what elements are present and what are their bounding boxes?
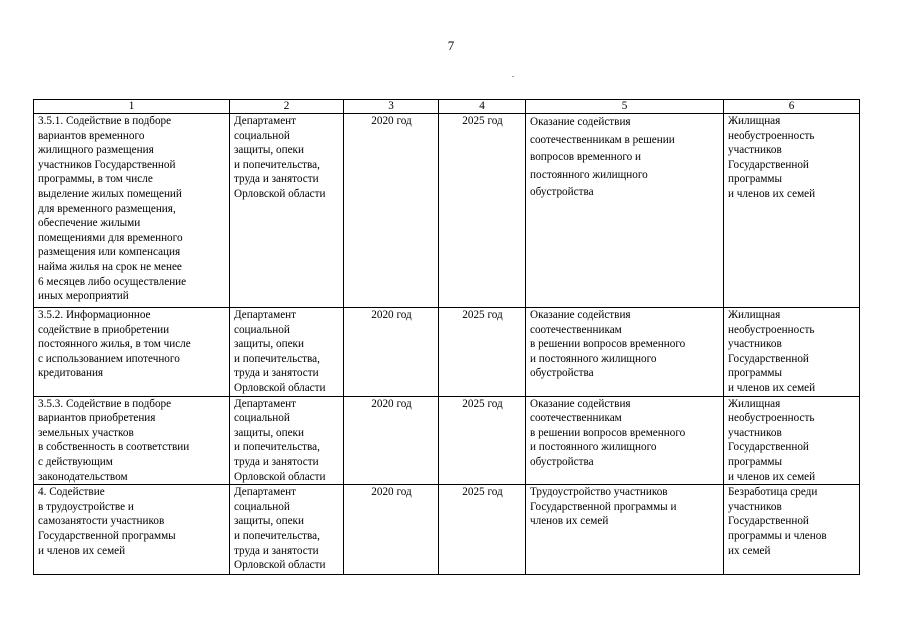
table-row <box>34 114 860 308</box>
cell-text-line: Безработица среди <box>728 486 818 499</box>
table-cell-6 <box>724 308 860 397</box>
cell-text-line: программы <box>728 455 782 468</box>
table-cell-5 <box>526 485 724 575</box>
table-cell-6 <box>724 485 860 575</box>
column-header: 1 <box>34 100 230 114</box>
cell-text-line: труда и занятости <box>234 455 319 468</box>
cell-text-line: Государственной программы и <box>530 500 677 513</box>
cell-text-line: и членов их семей <box>728 187 816 200</box>
cell-text-line: Государственной <box>728 352 809 365</box>
cell-text-line: их семей <box>728 544 771 557</box>
column-header: 6 <box>724 100 860 114</box>
cell-text-line: соотечественникам в решении <box>530 133 675 146</box>
table-row <box>34 396 860 485</box>
cell-text-line: социальной <box>234 323 290 336</box>
cell-text-line: социальной <box>234 412 290 425</box>
table-cell-3: 2020 год <box>344 114 439 308</box>
cell-text-line: Государственной <box>728 158 809 171</box>
cell-text-line: и членов их семей <box>38 544 126 557</box>
cell-text-line: в решении вопросов временного <box>530 426 686 439</box>
table-row <box>34 308 860 397</box>
cell-text-line: и постоянного жилищного <box>530 441 657 454</box>
cell-text-line: Жилищная <box>728 115 781 127</box>
table-cell-3: 2020 год <box>344 308 439 397</box>
cell-text-line: участников <box>728 426 782 439</box>
cell-text-line: Государственной программы <box>38 529 176 542</box>
cell-text-line: программы <box>728 173 782 186</box>
cell-text-line: защиты, опеки <box>234 426 304 439</box>
cell-text-line: труда и занятости <box>234 544 319 557</box>
table-cell-6 <box>724 114 860 308</box>
cell-text-line: самозанятости участников <box>38 515 165 528</box>
cell-text-line: Департамент <box>234 115 297 127</box>
cell-text-line: и попечительства, <box>234 158 320 171</box>
cell-text-line: постоянного жилья, в том числе <box>38 338 191 351</box>
cell-text-line: соотечественникам <box>530 323 622 336</box>
cell-text-line: необустроенность <box>728 323 815 336</box>
cell-text-line: найма жилья на срок не менее <box>38 260 182 273</box>
table-row <box>34 485 860 575</box>
cell-text-line: обустройства <box>530 455 594 468</box>
cell-text-line: иных мероприятий <box>38 290 129 303</box>
cell-text-line: и попечительства, <box>234 441 320 454</box>
cell-text-line: вариантов приобретения <box>38 412 156 425</box>
table-cell-5 <box>526 396 724 485</box>
cell-text-line: социальной <box>234 500 290 513</box>
cell-text-line: 4. Содействие <box>38 486 105 499</box>
cell-text-line: помещениями для временного <box>38 231 183 244</box>
cell-text-line: и попечительства, <box>234 352 320 365</box>
cell-text-line: содействие в приобретении <box>38 323 170 336</box>
cell-text-line: в трудоустройстве и <box>38 500 134 513</box>
cell-text-line: защиты, опеки <box>234 144 304 157</box>
cell-text-line: участников <box>728 500 782 513</box>
column-header: 4 <box>439 100 526 114</box>
cell-text-line: с использованием ипотечного <box>38 352 180 365</box>
cell-text-line: Государственной <box>728 441 809 454</box>
cell-text-line: программы и членов <box>728 529 827 542</box>
cell-text-line: членов их семей <box>530 515 609 528</box>
cell-text-line: Департамент <box>234 397 297 410</box>
cell-text-line: размещения или компенсация <box>38 246 181 259</box>
cell-text-line: и членов их семей <box>728 470 816 483</box>
cell-text-line: Орловской области <box>234 559 326 572</box>
cell-text-line: жилищного размещения <box>38 144 154 157</box>
table-cell-1 <box>34 485 230 575</box>
cell-text-line: вопросов временного и <box>530 151 642 163</box>
table-cell-2 <box>230 485 344 575</box>
table-header-row <box>34 100 860 114</box>
cell-text-line: соотечественникам <box>530 412 622 425</box>
table-cell-2 <box>230 114 344 308</box>
cell-text-line: обустройства <box>530 186 594 198</box>
cell-text-line: постоянного жилищного <box>530 168 648 181</box>
cell-text-line: кредитования <box>38 367 104 380</box>
table-cell-1 <box>34 396 230 485</box>
cell-text-line: Жилищная <box>728 309 781 321</box>
cell-text-line: защиты, опеки <box>234 338 304 351</box>
cell-text-line: Орловской области <box>234 381 326 394</box>
cell-text-line: программы, в том числе <box>38 173 153 186</box>
table-cell-4: 2025 год <box>439 485 526 575</box>
cell-text-line: в решении вопросов временного <box>530 338 686 351</box>
table-cell-4: 2025 год <box>439 396 526 485</box>
table-cell-2 <box>230 308 344 397</box>
cell-text-line: 3.5.2. Информационное <box>38 309 151 321</box>
table-cell-6 <box>724 396 860 485</box>
cell-text-line: участников <box>728 338 782 351</box>
cell-text-line: Оказание содействия <box>530 397 631 410</box>
cell-text-line: Трудоустройство участников <box>530 486 668 499</box>
table-cell-2 <box>230 396 344 485</box>
cell-text-line: 3.5.3. Содействие в подборе <box>38 397 172 410</box>
cell-text-line: Жилищная <box>728 397 781 410</box>
cell-text-line: социальной <box>234 129 290 142</box>
cell-text-line: Департамент <box>234 486 297 499</box>
table-cell-4: 2025 год <box>439 114 526 308</box>
cell-text-line: защиты, опеки <box>234 515 304 528</box>
cell-text-line: вариантов временного <box>38 129 145 142</box>
cell-text-line: выделение жилых помещений <box>38 187 182 200</box>
column-header: 2 <box>230 100 344 114</box>
cell-text-line: Орловской области <box>234 470 326 483</box>
table-cell-3: 2020 год <box>344 396 439 485</box>
cell-text-line: 3.5.1. Содействие в подборе <box>38 115 172 127</box>
table-cell-4: 2025 год <box>439 308 526 397</box>
cell-text-line: участников <box>728 144 782 157</box>
cell-text-line: законодательством <box>38 470 128 483</box>
cell-text-line: Орловской области <box>234 187 326 200</box>
cell-text-line: с действующим <box>38 455 113 468</box>
cell-text-line: труда и занятости <box>234 173 319 186</box>
scan-speck <box>512 76 514 77</box>
cell-text-line: земельных участков <box>38 426 134 439</box>
column-header: 3 <box>344 100 439 114</box>
table-cell-1 <box>34 114 230 308</box>
cell-text-line: в собственность в соответствии <box>38 441 190 454</box>
cell-text-line: программы <box>728 367 782 380</box>
column-header: 5 <box>526 100 724 114</box>
page-number: 7 <box>447 38 455 53</box>
cell-text-line: обеспечение жилыми <box>38 217 141 230</box>
cell-text-line: для временного размещения, <box>38 202 176 215</box>
cell-text-line: труда и занятости <box>234 367 319 380</box>
table-cell-5 <box>526 114 724 308</box>
table-cell-5 <box>526 308 724 397</box>
cell-text-line: и членов их семей <box>728 381 816 394</box>
table-cell-3: 2020 год <box>344 485 439 575</box>
table-cell-1 <box>34 308 230 397</box>
cell-text-line: Департамент <box>234 309 297 321</box>
cell-text-line: 6 месяцев либо осуществление <box>38 275 187 288</box>
cell-text-line: Оказание содействия <box>530 309 631 321</box>
cell-text-line: и попечительства, <box>234 529 320 542</box>
cell-text-line: необустроенность <box>728 129 815 142</box>
cell-text-line: необустроенность <box>728 412 815 425</box>
cell-text-line: участников Государственной <box>38 158 176 171</box>
cell-text-line: Государственной <box>728 515 809 528</box>
cell-text-line: обустройства <box>530 367 594 380</box>
cell-text-line: и постоянного жилищного <box>530 352 657 365</box>
cell-text-line: Оказание содействия <box>530 116 631 128</box>
activities-table <box>33 99 860 575</box>
